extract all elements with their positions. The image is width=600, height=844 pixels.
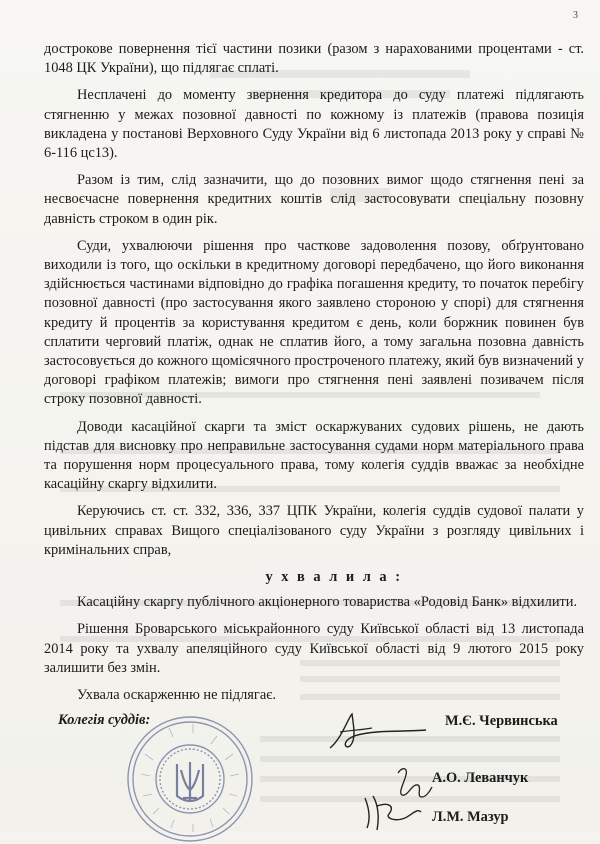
paragraph-appeal-arguments: Доводи касаційної скарги та зміст оскаржуваних судових рішень, не дають підстав для висновку про неправильне застосування судами норм матеріального права та порушення норм процесуального права, тому колегія суддів вважає за необхідне касаційну скаргу відхилити.: [44, 418, 584, 493]
judge-name-mazur: Л.М. Мазур: [432, 809, 509, 825]
document-body: [44, 40, 584, 713]
signature-chervynska-icon: [322, 708, 432, 758]
court-seal-icon: [125, 714, 255, 844]
resolution-heading: у х в а л и л а :: [265, 569, 403, 586]
decision-not-appealable: Ухвала оскарженню не підлягає.: [77, 687, 276, 704]
judge-name-levanchuk: А.О. Леванчук: [432, 770, 529, 786]
signature-mazur-icon: [355, 788, 425, 833]
page-number: 3: [573, 10, 578, 21]
decision-uphold-rulings: Рішення Броварського міськрайонного суду Київської області від 13 листопада 2014 року та ухвалу апеляційного суду Київської області від 9 лютого 2015 року залишити без змін.: [44, 621, 584, 676]
paragraph-legal-basis: Керуючись ст. ст. 332, 336, 337 ЦПК України, колегія суддів судової палати у цивільних справах Вищого спеціалізованого суду України з розгляду цивільних і кримінальних справ,: [44, 503, 584, 558]
judge-name-chervynska: М.Є. Червинська: [445, 713, 558, 729]
paragraph-court-reasoning: Суди, ухвалюючи рішення про часткове задоволення позову, обґрунтовано виходили із того, що оскільки в кредитному договорі передбачено, що його виконання здійснюється частинами відповідно до графіка погашення кредиту, то початок перебігу позовної давності (про застосування якого заявлено стороною у спорі) для стягнення кредиту й процентів за користування кредитом є день, коли боржник повинен був сплатити черговий платіж, однак не сплатив його, а тому загальна позовна давність застосовується до кожного щомісячного простроченого платежу, який був визначений у договорі графіком платежів; вимоги про стягнення пені заявлені позивачем після строку позовної давності.: [44, 237, 584, 408]
panel-of-judges-label: Колегія суддів:: [58, 712, 151, 728]
paragraph-continuation: дострокове повернення тієї частини позики (разом з нарахованими процентами - ст. 1048 ЦК України), що підлягає сплаті.: [44, 41, 584, 77]
decision-reject-appeal: Касаційну скаргу публічного акціонерного товариства «Родовід Банк» відхилити.: [77, 594, 578, 611]
signature-block: [0, 708, 600, 831]
paragraph-penalty-limitation: Разом із тим, слід зазначити, що до позовних вимог щодо стягнення пені за несвоєчасне повернення кредитних коштів слід застосовувати спеціальну позовну давність строком в один рік.: [44, 172, 584, 227]
paragraph-unpaid-payments: Несплачені до моменту звернення кредитора до суду платежі підлягають стягненню у межах позовної давності по кожному із платежів (правова позиція викладена у постанові Верховного Суду України від 6 листопада 2013 року у справі № 6-116 цс13).: [44, 87, 584, 162]
